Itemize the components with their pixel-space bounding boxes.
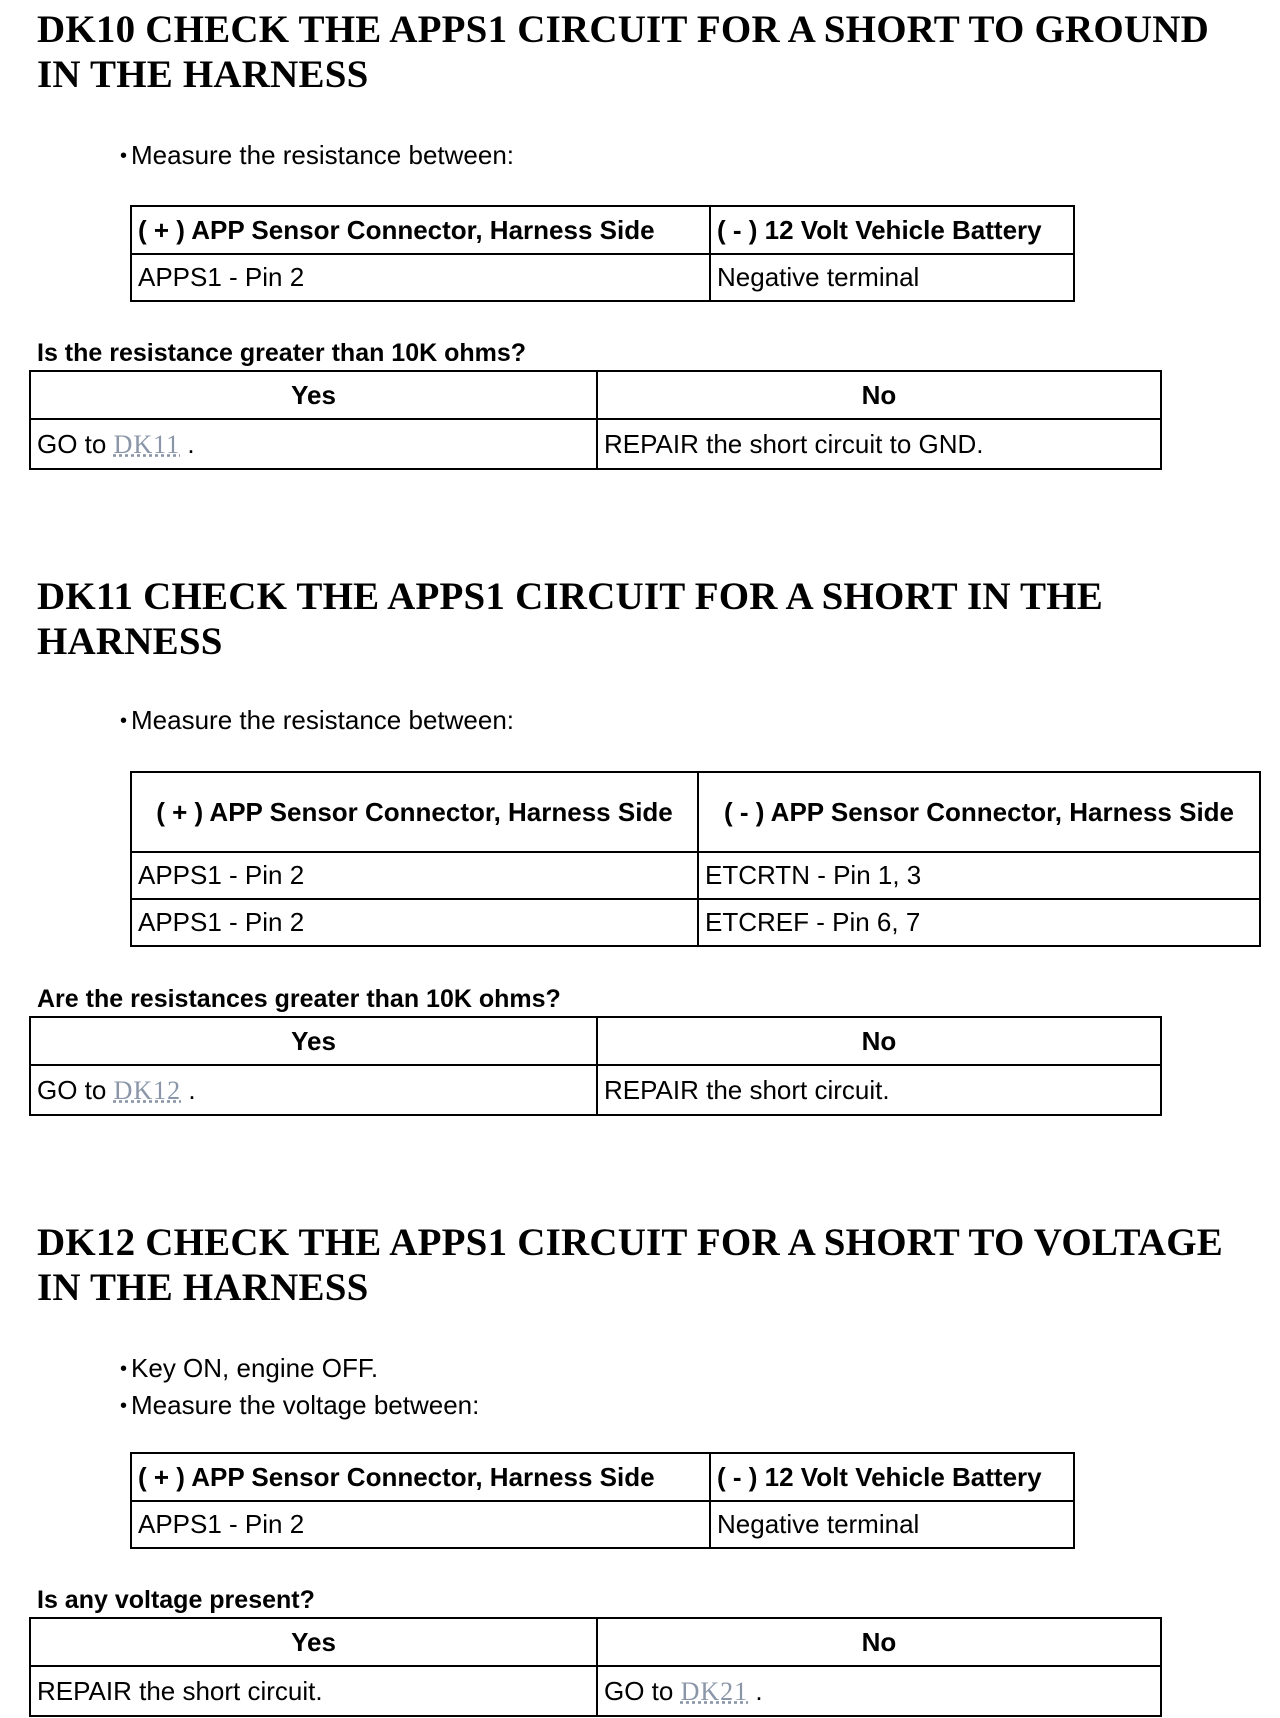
table-header: ( + ) APP Sensor Connector, Harness Side [131,206,710,254]
table-row [131,254,1074,301]
answer-table [29,1617,1162,1717]
question-text: Are the resistances greater than 10K ohms? [37,985,561,1013]
no-cell: REPAIR the short circuit to GND. [597,419,1161,469]
no-cell [597,1666,1161,1716]
dk12-link[interactable]: DK12 [113,1075,182,1105]
table-header: ( + ) APP Sensor Connector, Harness Side [131,1453,710,1501]
instruction-item: • Measure the resistance between: [120,703,514,740]
table-cell: APPS1 - Pin 2 [131,1501,710,1548]
yes-header: Yes [30,1618,597,1666]
yes-prefix: GO to [37,1074,107,1105]
yes-header: Yes [30,1017,597,1065]
section-title-dk12: DK12 CHECK THE APPS1 CIRCUIT FOR A SHORT TO VOLTAGE IN THE HARNESS [37,1221,1223,1309]
measurement-table [130,205,1075,302]
yes-header: Yes [30,371,597,419]
measurement-table [130,1452,1075,1549]
answer-table [29,1016,1162,1116]
table-row [30,1666,1161,1716]
table-row [30,419,1161,469]
table-row [131,1501,1074,1548]
instruction-item: • Measure the voltage between: [120,1388,479,1425]
table-header: ( + ) APP Sensor Connector, Harness Side [131,772,698,852]
table-row [131,852,1260,899]
yes-prefix: GO to [37,428,107,459]
measurement-table [130,771,1261,947]
section-title-dk11: DK11 CHECK THE APPS1 CIRCUIT FOR A SHORT IN THE HARNESS [37,575,1103,663]
table-header: ( - ) 12 Volt Vehicle Battery [710,206,1074,254]
table-cell: APPS1 - Pin 2 [131,899,698,946]
yes-suffix: . [187,428,195,459]
table-cell: APPS1 - Pin 2 [131,254,710,301]
instruction-item: • Measure the resistance between: [120,138,514,175]
yes-cell [30,1065,597,1115]
question-text: Is any voltage present? [37,1586,315,1614]
instruction-item: • Key ON, engine OFF. [120,1351,479,1388]
table-cell: APPS1 - Pin 2 [131,852,698,899]
instruction-list [120,703,514,740]
yes-cell: REPAIR the short circuit. [30,1666,597,1716]
table-cell: ETCRTN - Pin 1, 3 [698,852,1260,899]
question-text: Is the resistance greater than 10K ohms? [37,339,527,367]
table-cell: Negative terminal [710,254,1074,301]
answer-table [29,370,1162,470]
no-header: No [597,371,1161,419]
no-header: No [597,1618,1161,1666]
section-title-dk10: DK10 CHECK THE APPS1 CIRCUIT FOR A SHORT TO GROUND IN THE HARNESS [37,8,1210,96]
instruction-list [120,1351,479,1425]
yes-cell [30,419,597,469]
dk11-link[interactable]: DK11 [113,429,181,459]
table-cell: Negative terminal [710,1501,1074,1548]
table-row [131,899,1260,946]
dk21-link[interactable]: DK21 [680,1676,749,1706]
table-header: ( - ) APP Sensor Connector, Harness Side [698,772,1260,852]
instruction-list [120,138,514,175]
table-row [30,1065,1161,1115]
no-cell: REPAIR the short circuit. [597,1065,1161,1115]
table-header: ( - ) 12 Volt Vehicle Battery [710,1453,1074,1501]
table-cell: ETCREF - Pin 6, 7 [698,899,1260,946]
no-prefix: GO to [604,1675,674,1706]
no-suffix: . [755,1675,763,1706]
yes-suffix: . [188,1074,196,1105]
no-header: No [597,1017,1161,1065]
